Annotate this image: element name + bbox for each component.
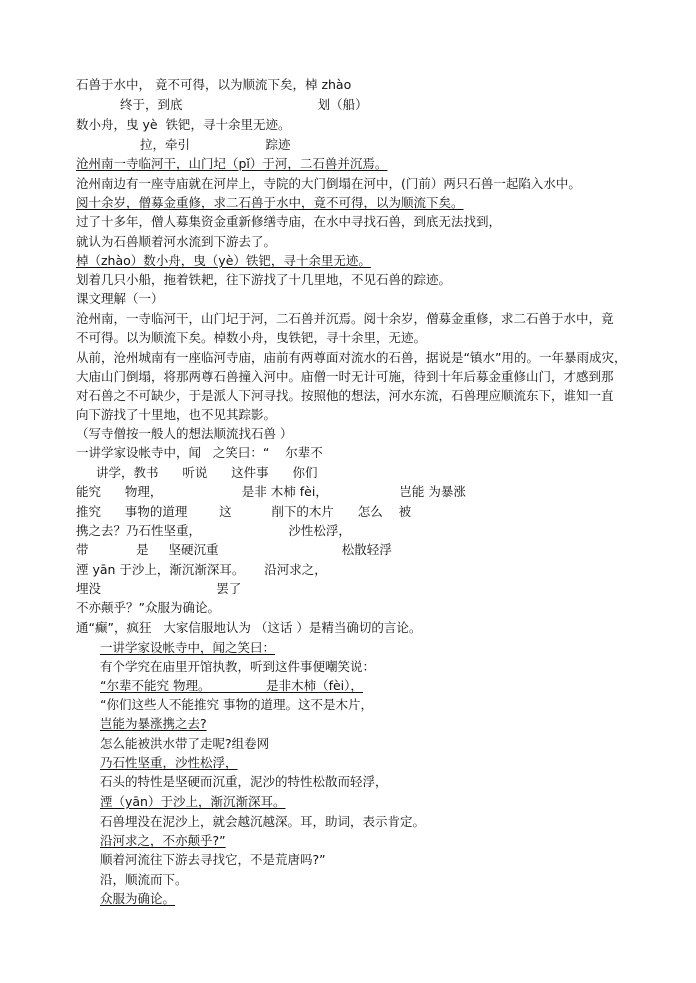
text-line: 一讲学家设帐寺中，闻之笑曰： xyxy=(100,640,276,655)
text-line: 顺着河流往下游去寻找它，不是荒唐吗?” xyxy=(100,852,326,867)
text-line: 石兽埋没在泥沙上，就会越沉越深。耳，助词，表示肯定。 xyxy=(100,814,426,829)
text-line: 携之去？乃石性坚重， 沙性松浮， xyxy=(76,523,351,538)
text-line: 讲学，教书 听说 这件事 你们 xyxy=(96,465,318,480)
text-line: 课文理解（一） xyxy=(76,291,164,306)
text-line: 石兽于水中， 竟不可得，以为顺流下矣，棹 zhào xyxy=(76,77,352,92)
text-line: 数小舟，曳 yè 铁钯，寻十余里无迹。 xyxy=(76,117,291,132)
text-line: 石头的特性是坚硬而沉重，泥沙的特性松散而轻浮， xyxy=(100,774,388,789)
text-line: 沿河求之，不亦颠乎?” xyxy=(100,833,226,848)
text-line: 推究 事物的道理 这 削下的木片 怎么 被 xyxy=(76,504,412,519)
text-line: 沧州南，一寺临河干，山门圮于河，二石兽并沉焉。阅十余岁，僧募金重修，求二石兽于水中，竟 xyxy=(76,311,614,326)
text-line: 怎么能被洪水带了走呢?组卷网 xyxy=(100,736,270,751)
text-line: “尔辈不能究 物理。 是非木柿（fèi）， xyxy=(100,678,363,693)
text-line: （写寺僧按一般人的想法顺流找石兽 ） xyxy=(76,426,293,441)
text-line: 就认为石兽顺着河水流到下游去了。 xyxy=(76,234,277,249)
text-line: 乃石性坚重，沙性松浮， xyxy=(100,755,238,770)
text-line: 过了十多年，僧人募集资金重新修缮寺庙，在水中寻找石兽，到底无法找到， xyxy=(76,214,502,229)
text-line: 棹（zhào）数小舟，曳（yè）铁钯，寻十余里无迹。 xyxy=(76,253,371,268)
text-line: 沿，顺流而下。 xyxy=(100,872,188,887)
text-line: 通“癫”，疯狂 大家信服地认为 （这话 ）是精当确切的言论。 xyxy=(76,620,422,635)
text-line: 从前，沧州城南有一座临河寺庙，庙前有两尊面对流水的石兽，据说是“镇水”用的。一年暴雨成灾， xyxy=(76,350,627,365)
text-line: 不亦颠乎？”众服为确论。 xyxy=(76,600,220,615)
text-line: “你们这些人不能推究 事物的道理。这不是木片， xyxy=(100,697,373,712)
text-line: 终于，到底 划（船） xyxy=(120,97,368,112)
text-line: 不可得。以为顺流下矣。棹数小舟，曳铁钯，寻十余里，无迹。 xyxy=(76,330,427,345)
text-line: 沧州南边有一座寺庙就在河岸上，寺院的大门倒塌在河中，(门前）两只石兽一起陷入水中。 xyxy=(76,176,581,191)
text-line: 向下游找了十里地，也不见其踪影。 xyxy=(76,407,277,422)
text-line: 一讲学家设帐寺中，闻 之笑曰：“ 尔辈不 xyxy=(76,445,323,460)
text-line: 湮 yān 于沙上，渐沉渐深耳。 沿河求之， xyxy=(76,562,327,577)
text-line: 划着几只小船，拖着铁耙，往下游找了十几里地，不见石兽的踪迹。 xyxy=(76,272,452,287)
text-line: 埋没 罢了 xyxy=(76,581,242,596)
text-line: 沧州南一寺临河干，山门圮（pǐ）于河，二石兽并沉焉。 xyxy=(76,156,388,171)
text-line: 能究 物理， 是非 木柿 fèi， 岂能 为暴涨 xyxy=(76,484,466,499)
text-line: 对石兽之不可缺少，于是派人下河寻找。按照他的想法，河水东流，石兽理应顺流东下，谁知一直 xyxy=(76,388,614,403)
text-line: 大庙山门倒塌，将那两尊石兽撞入河中。庙僧一时无计可施，待到十年后募金重修山门，才感到那 xyxy=(76,369,614,384)
text-line: 有个学究在庙里开馆执教，听到这件事便嘲笑说： xyxy=(100,659,376,674)
text-line: 拉，牵引 踪迹 xyxy=(140,137,291,152)
text-line: 带 是 坚硬沉重 松散轻浮 xyxy=(76,542,392,557)
text-line: 岂能为暴涨携之去? xyxy=(100,716,207,731)
text-line: 湮（yān）于沙上，渐沉渐深耳。 xyxy=(100,794,286,809)
text-line: 众服为确论。 xyxy=(100,891,176,906)
text-line: 阅十余岁，僧募金重修，求二石兽于水中，竟不可得，以为顺流下矣。 xyxy=(76,195,464,210)
